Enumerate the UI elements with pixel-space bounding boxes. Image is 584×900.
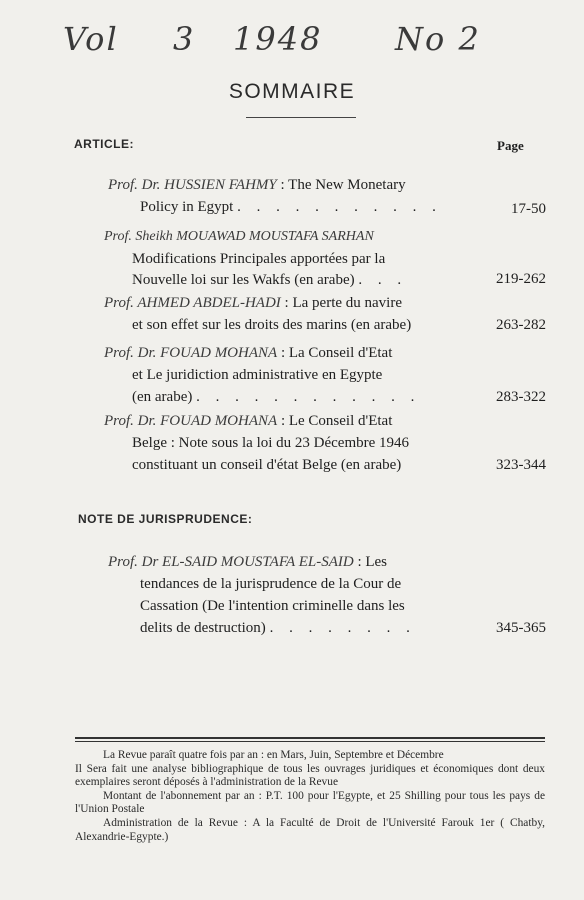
entry-title-part: delits de destruction): [140, 620, 266, 636]
entry-page-range: 263-282: [496, 317, 546, 333]
footer-notes: [75, 749, 545, 844]
entry-title-part: Modifications Principales apportées par la: [132, 251, 386, 267]
entry-page-range: 283-322: [496, 389, 546, 405]
toc-entry: [104, 226, 407, 290]
page-title: SOMMAIRE: [228, 80, 356, 103]
entry-title-part: Belge : Note sous la loi du 23 Décembre 1946: [132, 435, 410, 451]
leader-dots: . . . . . . . .: [269, 620, 416, 636]
toc-entry: [104, 410, 409, 476]
entry-title-part: : Le Conseil d'Etat: [280, 413, 393, 429]
handwritten-issue: No 2: [395, 20, 481, 58]
toc-entry: [104, 342, 420, 408]
article-section-label: ARTICLE:: [74, 137, 134, 151]
entry-title-part: : The New Monetary: [280, 177, 406, 193]
entry-author: Prof. Dr. FOUAD MOHANA: [104, 413, 278, 429]
footer-publication-note: La Revue paraît quatre fois par an : en Mars, Juin, Septembre et Décembre: [103, 749, 444, 761]
footer-bibliography-note: Il Sera fait une analyse bibliographique de tous les ouvrages juridiques et économiques dont deux exemplaires seront déposés à l'administration de la Revue: [75, 762, 545, 789]
handwritten-volume-number: 3: [173, 20, 196, 58]
entry-author: Prof. Sheikh MOUAWAD MOUSTAFA SARHAN: [104, 229, 374, 244]
entry-title-part: : La Conseil d'Etat: [280, 345, 393, 361]
leader-dots: . . . . . . . . . . .: [237, 199, 442, 215]
entry-title-part: et Le juridiction administrative en Egypte: [132, 367, 383, 383]
handwritten-vol: Vol: [63, 20, 119, 58]
jurisprudence-section-label: NOTE DE JURISPRUDENCE:: [78, 512, 253, 526]
footer-subscription-note: Montant de l'abonnement par an : P.T. 100 pour l'Egypte, et 25 Shilling pour tous les pays de l'Union Postale: [75, 789, 545, 816]
toc-entry: [108, 174, 442, 218]
entry-title-part: tendances de la jurisprudence de la Cour de: [140, 576, 402, 592]
entry-title-part: et son effet sur les droits des marins (en arabe): [132, 317, 412, 333]
entry-title-part: (en arabe): [132, 389, 193, 405]
entry-page-range: 17-50: [511, 201, 546, 217]
footer-rule-thick: [75, 737, 545, 739]
footer-rule-thin: [75, 741, 545, 742]
entry-author: Prof. Dr. FOUAD MOHANA: [104, 345, 278, 361]
leader-dots: . . . . . . . . . . . .: [196, 389, 421, 405]
entry-author: Prof. AHMED ABDEL-HADI: [104, 295, 281, 311]
handwritten-year: 1948: [233, 20, 323, 58]
toc-entry: [104, 292, 411, 336]
page-column-header: Page: [497, 138, 524, 153]
entry-page-range: 323-344: [496, 457, 546, 473]
entry-title-part: Cassation (De l'intention criminelle dans les: [140, 598, 405, 614]
entry-author: Prof. Dr EL-SAID MOUSTAFA EL-SAID: [108, 554, 354, 570]
toc-entry: [108, 551, 416, 639]
entry-title-part: : Les: [357, 554, 388, 570]
title-underline: [246, 117, 356, 118]
entry-title-part: Nouvelle loi sur les Wakfs (en arabe): [132, 272, 355, 288]
leader-dots: . . .: [358, 272, 408, 288]
footer-administration-note: Administration de la Revue : A la Faculté de Droit de l'Université Farouk 1er ( Chatby, Alexandrie-Egypte.): [75, 816, 545, 843]
handwritten-annotation: [55, 20, 515, 70]
entry-page-range: 219-262: [496, 271, 546, 287]
entry-page-range: 345-365: [496, 620, 546, 636]
entry-title-part: constituant un conseil d'état Belge (en arabe): [132, 457, 402, 473]
entry-title-part: Policy in Egypt: [140, 199, 234, 215]
entry-title-part: : La perte du navire: [284, 295, 402, 311]
entry-author: Prof. Dr. HUSSIEN FAHMY: [108, 177, 277, 193]
